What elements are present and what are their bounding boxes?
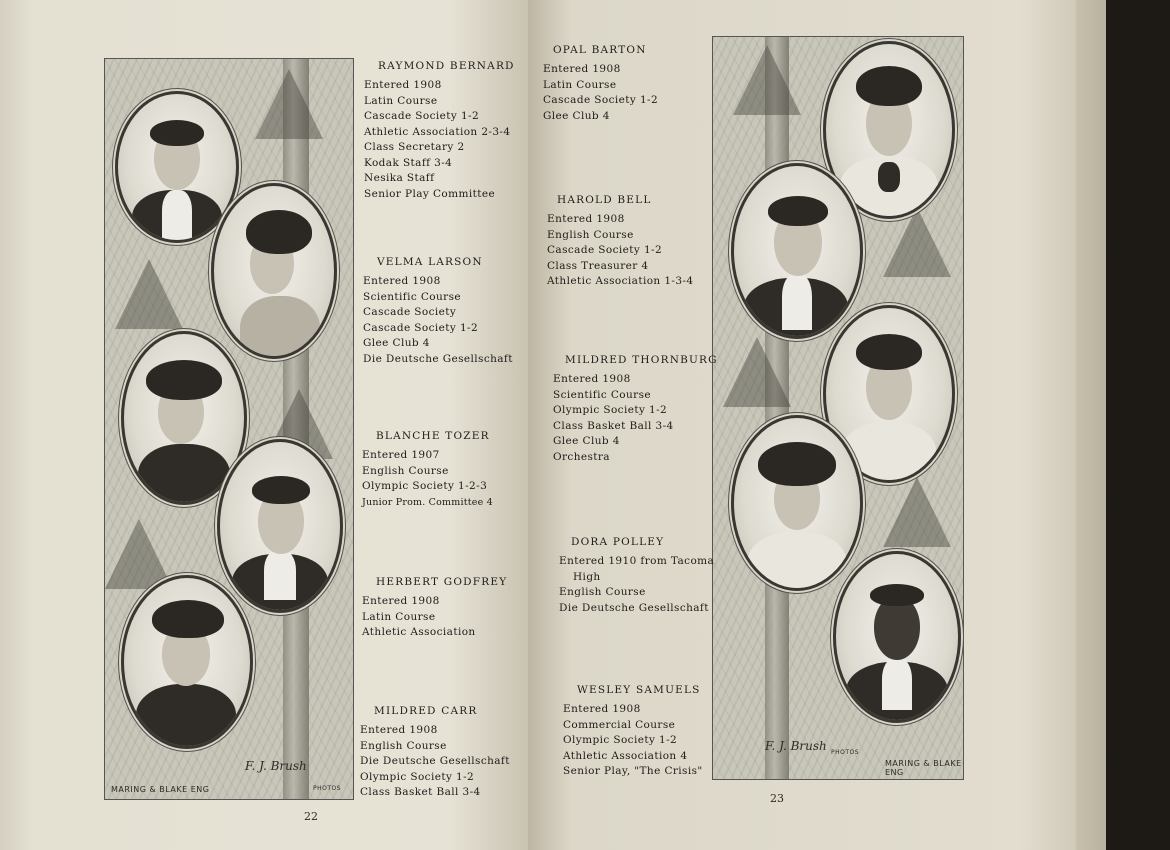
detail-line: Entered 1908 — [362, 595, 440, 607]
detail-line: Class Treasurer 4 — [547, 259, 649, 272]
detail-line: Scientific Course — [363, 290, 461, 303]
student-name: BLANCHE TOZER — [376, 430, 490, 442]
portrait-velma-larson — [211, 183, 337, 359]
detail-line: Entered 1908 — [363, 275, 441, 287]
detail-line: Latin Course — [362, 610, 436, 623]
entry-dora-polley — [559, 536, 714, 616]
detail-line: Entered 1910 from Tacoma — [559, 555, 715, 567]
tree-illustration — [105, 519, 173, 589]
entry-blanche-tozer — [362, 430, 493, 510]
portrait-herbert-godfrey — [217, 439, 343, 613]
student-name: RAYMOND BERNARD — [378, 60, 515, 72]
detail-line: Entered 1908 — [360, 724, 438, 736]
detail-line: Die Deutsche Gesellschaft — [559, 601, 709, 614]
student-name: WESLEY SAMUELS — [577, 684, 701, 696]
detail-line: Athletic Association 1-3-4 — [547, 275, 694, 287]
photographer-caption: PHOTOS — [831, 749, 860, 756]
detail-line: Senior Play, "The Crisis" — [563, 765, 703, 777]
right-photo-plate — [712, 36, 964, 780]
detail-line: Cascade Society 1-2 — [364, 110, 480, 122]
detail-line: Entered 1908 — [547, 213, 625, 225]
detail-line: English Course — [360, 739, 447, 752]
tree-illustration — [883, 477, 951, 547]
detail-line: Glee Club 4 — [553, 435, 620, 447]
detail-line: Glee Club 4 — [363, 337, 430, 349]
detail-line: Scientific Course — [553, 388, 651, 401]
detail-line: Latin Course — [543, 78, 617, 91]
page-edge — [1076, 0, 1106, 850]
detail-line: Olympic Society 1-2 — [563, 734, 678, 746]
engraver-credit: MARING & BLAKE ENG — [885, 759, 962, 777]
detail-line: Olympic Society 1-2-3 — [362, 480, 488, 492]
student-name: MILDRED THORNBURG — [565, 354, 718, 366]
detail-line: Kodak Staff 3-4 — [364, 156, 453, 169]
student-name: MILDRED CARR — [374, 705, 478, 717]
detail-line: Senior Play Committee — [364, 187, 496, 200]
detail-line: Athletic Association 4 — [563, 749, 688, 762]
page-number: 23 — [770, 792, 784, 805]
detail-line: English Course — [362, 464, 449, 477]
detail-line: Cascade Society 1-2 — [543, 94, 659, 106]
entry-wesley-samuels — [563, 684, 703, 780]
student-name: DORA POLLEY — [571, 536, 665, 548]
student-name: HAROLD BELL — [557, 194, 652, 206]
student-name: OPAL BARTON — [553, 44, 647, 56]
student-name: VELMA LARSON — [377, 256, 483, 268]
detail-line: Athletic Association 2-3-4 — [364, 125, 511, 138]
entry-velma-larson — [363, 256, 513, 367]
student-name: HERBERT GODFREY — [376, 576, 508, 588]
photographer-caption: PHOTOS — [313, 785, 342, 792]
detail-line: Nesika Staff — [364, 172, 435, 184]
detail-line: Entered 1907 — [362, 449, 440, 461]
entry-raymond-bernard — [364, 60, 515, 202]
detail-line: Orchestra — [553, 450, 610, 463]
tree-illustration — [733, 45, 801, 115]
detail-line: High — [573, 570, 601, 583]
portrait-wesley-samuels — [833, 551, 961, 723]
detail-line: Die Deutsche Gesellschaft — [360, 755, 510, 767]
detail-line: Latin Course — [364, 94, 438, 107]
detail-line: Entered 1908 — [563, 703, 641, 715]
detail-line: Cascade Society — [363, 306, 457, 318]
portrait-mildred-carr — [121, 575, 253, 749]
entry-herbert-godfrey — [362, 576, 507, 641]
detail-line: Die Deutsche Gesellschaft — [363, 352, 513, 365]
detail-line: Athletic Association — [362, 626, 476, 638]
photographer-signature: F. J. Brush — [765, 739, 827, 753]
detail-line: Entered 1908 — [543, 63, 621, 75]
detail-line: Class Basket Ball 3-4 — [553, 419, 674, 432]
portrait-raymond-bernard — [115, 91, 239, 243]
portrait-dora-polley — [731, 415, 863, 591]
entry-harold-bell — [547, 194, 693, 290]
page-number: 22 — [304, 810, 318, 823]
tree-illustration — [115, 259, 183, 329]
detail-line: Class Basket Ball 3-4 — [360, 786, 481, 798]
detail-line: Commercial Course — [563, 718, 676, 731]
background-strip — [1106, 0, 1170, 850]
engraver-credit: MARING & BLAKE ENG — [111, 785, 210, 794]
detail-line: Junior Prom. Committee 4 — [362, 496, 493, 508]
detail-line: Olympic Society 1-2 — [360, 770, 475, 783]
detail-line: Glee Club 4 — [543, 109, 610, 122]
tree-illustration — [255, 69, 323, 139]
detail-line: English Course — [547, 228, 634, 241]
entry-mildred-carr — [360, 705, 510, 801]
left-photo-plate — [104, 58, 354, 800]
detail-line: Cascade Society 1-2 — [363, 321, 479, 334]
detail-line: Class Secretary 2 — [364, 141, 465, 153]
detail-line: Olympic Society 1-2 — [553, 404, 668, 416]
detail-line: Entered 1908 — [553, 373, 631, 385]
tree-illustration — [723, 337, 791, 407]
detail-line: English Course — [559, 586, 646, 598]
tree-trunk — [765, 37, 789, 779]
photographer-signature: F. J. Brush — [245, 759, 307, 773]
detail-line: Entered 1908 — [364, 79, 442, 91]
entry-mildred-thornburg — [553, 354, 718, 465]
detail-line: Cascade Society 1-2 — [547, 244, 663, 256]
entry-opal-barton — [543, 44, 658, 124]
portrait-harold-bell — [731, 163, 863, 339]
